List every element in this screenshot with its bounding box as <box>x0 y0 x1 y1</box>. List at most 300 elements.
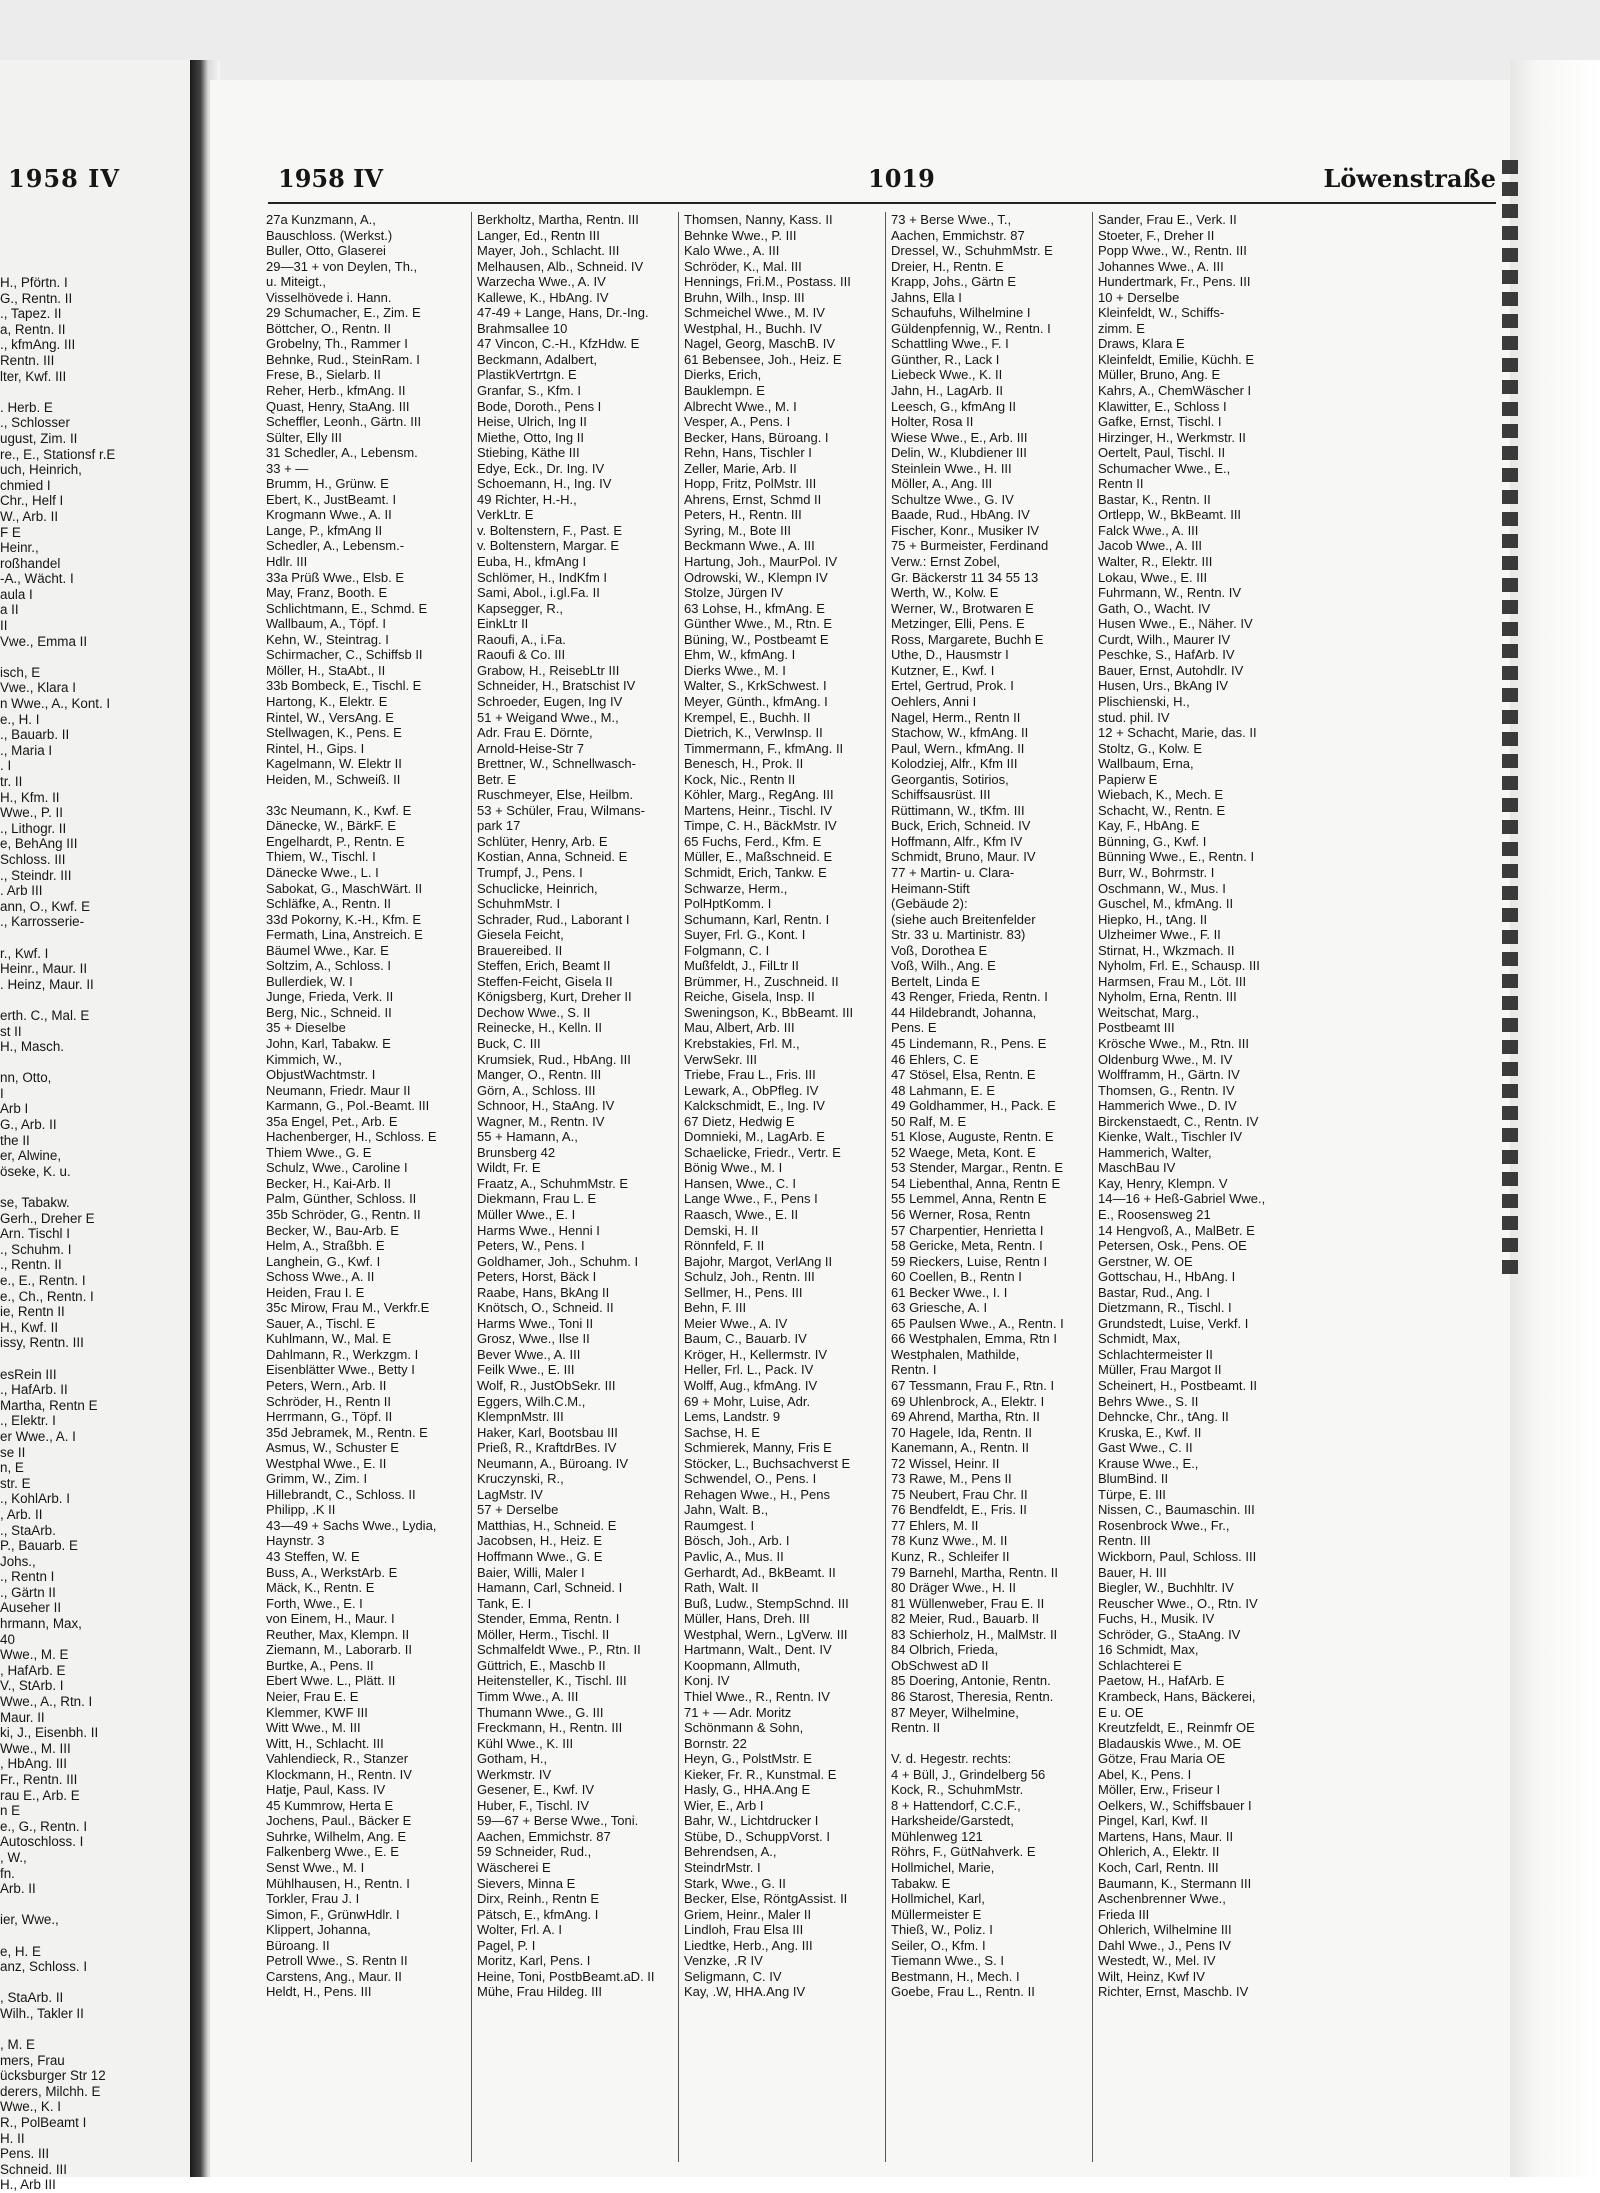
previous-page-line: nn, Otto, <box>0 1070 52 1086</box>
running-header <box>278 164 1496 200</box>
directory-entry-line: Reher, Herb., kfmAng. II <box>266 383 406 399</box>
directory-entry-line: Timm Wwe., A. III <box>477 1688 579 1704</box>
directory-entry-line: Oehlers, Anni I <box>891 693 977 709</box>
directory-entry-line: Seligmann, C. IV <box>684 1968 782 1984</box>
directory-entry-line: Curdt, Wilh., Maurer IV <box>1098 631 1231 647</box>
previous-page-line: e., E., Rentn. I <box>0 1273 86 1288</box>
directory-entry-line: Timpe, C. H., BäckMstr. IV <box>684 818 837 834</box>
directory-entry-line: KlempnMstr. III <box>477 1409 564 1425</box>
directory-entry-line: Warzecha Wwe., A. IV <box>477 274 606 290</box>
directory-entry-line: Miethe, Otto, Ing II <box>477 429 584 445</box>
directory-entry-line: Baier, Willi, Maler I <box>477 1564 585 1580</box>
directory-entry-line: VerkLtr. E <box>477 507 534 523</box>
directory-entry-line: Schlüter, Henry, Arb. E <box>477 833 608 849</box>
directory-entry-line: Gotham, H., <box>477 1751 548 1767</box>
directory-entry-line: Bösch, Joh., Arb. I <box>684 1533 790 1549</box>
directory-entry-line: Heller, Frl. L., Pack. IV <box>684 1362 814 1378</box>
directory-entry-line: Stiebing, Käthe III <box>477 445 580 461</box>
directory-entry-line: 29—31 + von Deylen, Th., <box>266 258 418 274</box>
directory-entry-line: 45 Kummrow, Herta E <box>266 1797 394 1813</box>
previous-page-line <box>0 1351 188 1367</box>
directory-entry-line: Sauer, A., Tischl. E <box>266 1315 376 1331</box>
directory-entry-line: 43 Renger, Frieda, Rentn. I <box>891 989 1048 1005</box>
directory-entry-line: Haynstr. 3 <box>266 1533 325 1549</box>
directory-entry-line: 72 Wissel, Heinr. II <box>891 1455 1000 1471</box>
directory-entry-line: Konj. IV <box>684 1673 730 1689</box>
directory-entry-line: Schaelicke, Friedr., Vertr. E <box>684 1144 841 1160</box>
directory-entry-line: Benesch, H., Prok. II <box>684 756 804 772</box>
directory-entry-line: Jahn, H., LagArb. II <box>891 383 1004 399</box>
directory-entry-line: Schmidt, Max, <box>1098 1331 1181 1347</box>
previous-page-line: . Heinz, Maur. II <box>0 976 94 992</box>
directory-entry-line: Asmus, W., Schuster E <box>266 1440 399 1456</box>
directory-entry-line: Freckmann, H., Rentn. III <box>477 1720 623 1736</box>
directory-entry-line: Heldt, H., Pens. III <box>266 1984 372 2000</box>
directory-entry-line: Schuclicke, Heinrich, <box>477 880 598 896</box>
previous-page-line: ., Steindr. III <box>0 867 72 883</box>
directory-entry-line: Schlachterei E <box>1098 1657 1182 1673</box>
directory-entry-line: Sabokat, G., MaschWärt. II <box>266 880 423 896</box>
directory-entry-line: Kleinfeldt, W., Schiffs- <box>1098 305 1225 321</box>
previous-page-line: H., Kwf. II <box>0 1319 59 1335</box>
directory-columns <box>264 212 1504 2162</box>
previous-page-line: uch, Heinrich, <box>0 462 82 478</box>
previous-page-line: Heinr., <box>0 540 39 556</box>
directory-entry-line: Dehncke, Chr., tAng. II <box>1098 1409 1229 1425</box>
directory-entry-line: Beckmann Wwe., A. III <box>684 538 815 554</box>
directory-entry-line: Petroll Wwe., S. Rentn II <box>266 1953 408 1969</box>
directory-entry-line: Schmalfeldt Wwe., P., Rtn. II <box>477 1642 641 1658</box>
previous-page-line: lter, Kwf. III <box>0 368 67 384</box>
directory-entry-line: Westphal, Wern., LgVerw. III <box>684 1626 848 1642</box>
directory-entry-line <box>891 1736 1091 1752</box>
directory-entry-line: 44 Hildebrandt, Johanna, <box>891 1004 1037 1020</box>
directory-entry-line: Harms Wwe., Henni I <box>477 1222 600 1238</box>
directory-entry-line: Oschmann, W., Mus. I <box>1098 880 1226 896</box>
directory-entry-line: Bauer, Ernst, Autohdlr. IV <box>1098 662 1244 678</box>
directory-entry-line: Güttrich, E., Maschb II <box>477 1657 606 1673</box>
directory-entry-line: Philipp, .K II <box>266 1502 336 1518</box>
directory-entry-line: May, Franz, Booth. E <box>266 585 388 601</box>
directory-entry-line: 12 + Schacht, Marie, das. II <box>1098 725 1257 741</box>
directory-entry-line: Soltzim, A., Schloss. I <box>266 958 391 974</box>
directory-entry-line: Güldenpfennig, W., Rentn. I <box>891 320 1051 336</box>
directory-entry-line: Oldenburg Wwe., M. IV <box>1098 1051 1233 1067</box>
directory-entry-line: 86 Starost, Theresia, Rentn. <box>891 1688 1054 1704</box>
directory-entry-line: Beckmann, Adalbert, <box>477 351 597 367</box>
directory-entry-line: Tiemann Wwe., S. I <box>891 1953 1004 1969</box>
directory-entry-line: 66 Westphalen, Emma, Rtn I <box>891 1331 1057 1347</box>
previous-page-line: issy, Rentn. III <box>0 1335 84 1351</box>
directory-entry-line: Huber, F., Tischl. IV <box>477 1797 589 1813</box>
directory-entry-line: Leesch, G., kfmAng II <box>891 398 1016 414</box>
previous-page-line <box>0 384 188 400</box>
directory-entry-line: Scheinert, H., Postbeamt. II <box>1098 1378 1257 1394</box>
directory-entry-line: Behnke Wwe., P. III <box>684 227 797 243</box>
directory-entry-line: Wolfframm, H., Gärtn. IV <box>1098 1067 1240 1083</box>
directory-entry-line: Bauklempn. E <box>684 383 765 399</box>
previous-page-line: erth. C., Mal. E <box>0 1007 90 1023</box>
previous-page-line: ie, Rentn II <box>0 1304 65 1320</box>
directory-entry-line: Wolff, Aug., kfmAng. IV <box>684 1378 818 1394</box>
directory-entry-line: (siehe auch Breitenfelder <box>891 911 1036 927</box>
directory-entry-line: Krösche Wwe., M., Rtn. III <box>1098 1035 1249 1051</box>
directory-entry-line: 47 Vincon, C.-H., KfzHdw. E <box>477 336 640 352</box>
directory-entry-line: Kunz, R., Schleifer II <box>891 1549 1010 1565</box>
column-5 <box>1092 212 1298 2162</box>
directory-entry-line: EinkLtr II <box>477 616 529 632</box>
directory-entry-line: Klippert, Johanna, <box>266 1922 371 1938</box>
directory-entry-line: 75 + Burmeister, Ferdinand <box>891 538 1049 554</box>
directory-entry-line: Westphal Wwe., E. II <box>266 1455 387 1471</box>
previous-page-line: P., Bauarb. E <box>0 1538 78 1554</box>
directory-entry-line: Dietrich, K., VerwInsp. II <box>684 725 823 741</box>
directory-entry-line: 53 + Schüler, Frau, Wilmans- <box>477 802 645 818</box>
previous-page-line: ., Maria I <box>0 742 53 758</box>
directory-entry-line: Biegler, W., Buchhltr. IV <box>1098 1580 1234 1596</box>
directory-entry-line: Griem, Heinr., Maler II <box>684 1906 812 1922</box>
previous-page-line: öseke, K. u. <box>0 1163 71 1179</box>
directory-entry-line: Brümmer, H., Zuschneid. II <box>684 973 839 989</box>
directory-entry-line: Rüttimann, W., tKfm. III <box>891 802 1025 818</box>
directory-entry-line: Gottschau, H., HbAng. I <box>1098 1269 1236 1285</box>
directory-entry-line: Götze, Frau Maria OE <box>1098 1751 1226 1767</box>
previous-page-line <box>0 649 188 665</box>
directory-entry-line: Raumgest. I <box>684 1517 755 1533</box>
directory-entry-line: Wagner, M., Rentn. IV <box>477 1113 605 1129</box>
directory-entry-line: Gerstner, W. OE <box>1098 1253 1193 1269</box>
directory-entry-line: Richter, Ernst, Maschb. IV <box>1098 1984 1249 2000</box>
directory-entry-line: 51 + Weigand Wwe., M., <box>477 709 619 725</box>
directory-entry-line: Kienke, Walt., Tischler IV <box>1098 1129 1243 1145</box>
directory-entry-line: Mußfeldt, J., FilLtr II <box>684 958 799 974</box>
directory-entry-line: Harmsen, Frau M., Löt. III <box>1098 973 1247 989</box>
directory-entry-line: Kock, Nic., Rentn II <box>684 771 796 787</box>
directory-entry-line: Berkholtz, Martha, Rentn. III <box>477 212 639 227</box>
directory-entry-line: Kröger, H., Kellermstr. IV <box>684 1346 828 1362</box>
directory-entry-line: Heine, Toni, PostbBeamt.aD. II <box>477 1968 655 1984</box>
directory-entry-line: Junge, Frieda, Verk. II <box>266 989 394 1005</box>
directory-entry-line: Palm, Günther, Schloss. II <box>266 1191 417 1207</box>
directory-entry-line: 65 Fuchs, Ferd., Kfm. E <box>684 833 822 849</box>
previous-page-line: ., KohlArb. I <box>0 1491 70 1507</box>
directory-entry-line: Liedtke, Herb., Ang. III <box>684 1937 813 1953</box>
column-1 <box>264 212 470 2162</box>
directory-entry-line: 75 Neubert, Frau Chr. II <box>891 1486 1028 1502</box>
directory-entry-line: Dietzmann, R., Tischl. I <box>1098 1300 1232 1316</box>
directory-entry-line: Hopp, Fritz, PolMstr. III <box>684 476 817 492</box>
directory-entry-line: Kimmich, W., <box>266 1051 342 1067</box>
directory-entry-line: Rentn. I <box>891 1362 937 1378</box>
directory-entry-line: Oelkers, W., Schiffsbauer I <box>1098 1797 1252 1813</box>
directory-entry-line: Wilt, Heinz, Kwf IV <box>1098 1968 1205 1984</box>
directory-entry-line: Gast Wwe., C. II <box>1098 1440 1193 1456</box>
directory-entry-line: Baum, C., Bauarb. IV <box>684 1331 807 1347</box>
directory-entry-line: Schröder, K., Mal. III <box>684 258 802 274</box>
directory-entry-line: Sievers, Minna E <box>477 1875 576 1891</box>
directory-entry-line: Metzinger, Elli, Pens. E <box>891 616 1025 632</box>
directory-entry-line: Kagelmann, W. Elektr II <box>266 756 402 772</box>
previous-page-line: ki, J., Eisenbh. II <box>0 1725 99 1741</box>
directory-entry-line: Neumann, Friedr. Maur II <box>266 1082 411 1098</box>
directory-entry-line: Baumann, K., Stermann III <box>1098 1875 1252 1891</box>
directory-entry-line: Lange Wwe., F., Pens I <box>684 1191 818 1207</box>
directory-entry-line: Johannes Wwe., A. III <box>1098 258 1224 274</box>
directory-entry-line: Schönmann & Sohn, <box>684 1720 804 1736</box>
directory-entry-line: Mau, Albert, Arb. III <box>684 1020 795 1036</box>
directory-entry-line: 43—49 + Sachs Wwe., Lydia, <box>266 1517 437 1533</box>
directory-entry-line: 47-49 + Lange, Hans, Dr.-Ing. <box>477 305 649 321</box>
directory-entry-line: Wallbaum, Erna, <box>1098 756 1194 772</box>
directory-entry-line: Koch, Carl, Rentn. III <box>1098 1859 1219 1875</box>
directory-entry-line: Bertelt, Linda E <box>891 973 980 989</box>
directory-entry-line: Wier, E., Arb I <box>684 1797 764 1813</box>
directory-entry-line: Str. 33 u. Martinistr. 83) <box>891 927 1026 943</box>
previous-page-line: , HbAng. III <box>0 1756 67 1772</box>
directory-entry-line: 16 Schmidt, Max, <box>1098 1642 1199 1658</box>
previous-page-line: Auseher II <box>0 1600 62 1616</box>
directory-entry-line: Westphalen, Mathilde, <box>891 1346 1020 1362</box>
directory-entry-line: Aschenbrenner Wwe., <box>1098 1891 1226 1907</box>
directory-entry-line: Fuchs, H., Musik. IV <box>1098 1611 1215 1627</box>
directory-entry-line: Kock, R., SchuhmMstr. <box>891 1782 1024 1798</box>
directory-entry-line: Wallbaum, A., Töpf. I <box>266 616 386 632</box>
directory-entry-line: Möller, Erw., Friseur I <box>1098 1782 1221 1798</box>
directory-entry-line: Rath, Walt. II <box>684 1580 759 1596</box>
directory-entry-line: Lindloh, Frau Elsa III <box>684 1922 804 1938</box>
directory-entry-line: Kieker, Fr. R., Kunstmal. E <box>684 1766 837 1782</box>
directory-entry-line: 63 Griesche, A. I <box>891 1300 988 1316</box>
previous-page-line: ., Lithogr. II <box>0 820 67 836</box>
directory-entry-line: 73 + Berse Wwe., T., <box>891 212 1012 227</box>
directory-entry-line: Visselhövede i. Hann. <box>266 289 392 305</box>
directory-entry-line: Sweningson, K., BbBeamt. III <box>684 1004 854 1020</box>
directory-entry-line: Hoffmann, Alfr., Kfm IV <box>891 833 1023 849</box>
previous-page-line: ., Elektr. I <box>0 1413 56 1429</box>
directory-entry-line: Behnke, Rud., SteinRam. I <box>266 351 420 367</box>
directory-entry-line: Brahmsallee 10 <box>477 320 568 336</box>
directory-entry-line: Harms Wwe., Toni II <box>477 1315 594 1331</box>
directory-entry-line: Rentn. II <box>891 1720 941 1736</box>
previous-page-line: Wwe., A., Rtn. I <box>0 1694 93 1710</box>
directory-entry-line: 35a Engel, Pet., Arb. E <box>266 1113 398 1129</box>
directory-entry-line: Kapsegger, R., <box>477 600 563 616</box>
directory-entry-line: Schattling Wwe., F. I <box>891 336 1009 352</box>
directory-entry-line: Hasly, G., HHA.Ang E <box>684 1782 811 1798</box>
directory-entry-line: zimm. E <box>1098 320 1145 336</box>
directory-entry-line: Peschke, S., HafArb. IV <box>1098 647 1235 663</box>
directory-entry-line: 58 Gericke, Meta, Rentn. I <box>891 1238 1043 1254</box>
directory-entry-line: Nagel, Herm., Rentn II <box>891 709 1021 725</box>
directory-entry-line: 43 Steffen, W. E <box>266 1549 360 1565</box>
directory-entry-line: Jacobsen, H., Heiz. E <box>477 1533 602 1549</box>
directory-entry-line: Hollmichel, Karl, <box>891 1891 985 1907</box>
directory-entry-line: Kanemann, A., Rentn. II <box>891 1440 1030 1456</box>
directory-entry-line: Nyholm, Erna, Rentn. III <box>1098 989 1237 1005</box>
directory-entry-line: Karmann, G., Pol.-Beamt. III <box>266 1098 430 1114</box>
previous-page-line: , StaArb. II <box>0 1990 64 2006</box>
directory-entry-line: Helm, A., Straßbh. E <box>266 1238 385 1254</box>
directory-entry-line: Schacht, W., Rentn. E <box>1098 802 1226 818</box>
previous-page-header: 1958 IV <box>8 164 120 193</box>
previous-page-line: st II <box>0 1023 22 1039</box>
directory-entry-line: Möller, Herm., Tischl. II <box>477 1626 610 1642</box>
previous-page-line: mers, Frau <box>0 2052 65 2068</box>
previous-page-line: ., Schuhm. I <box>0 1241 72 1257</box>
directory-entry-line: Jochens, Paul., Bäcker E <box>266 1813 412 1829</box>
directory-entry-line: Witt Wwe., M. III <box>266 1720 361 1736</box>
directory-entry-line: 59 Schneider, Rud., <box>477 1844 592 1860</box>
previous-page-line: derers, Milchh. E <box>0 2083 101 2099</box>
directory-entry-line: Schultze Wwe., G. IV <box>891 491 1014 507</box>
directory-entry-line: Bahr, W., Lichtdrucker I <box>684 1813 819 1829</box>
directory-entry-line: Husen, Urs., BkAng IV <box>1098 678 1229 694</box>
previous-page-line: G., Rentn. II <box>0 290 73 306</box>
previous-page-line: H., Arb III <box>0 2177 56 2193</box>
directory-entry-line: Hansen, Wwe., C. I <box>684 1175 796 1191</box>
directory-entry-line: Odrowski, W., Klempn IV <box>684 569 828 585</box>
directory-entry-line: Gr. Bäckerstr 11 34 55 13 <box>891 569 1039 585</box>
directory-entry-line: Schlachtermeister II <box>1098 1346 1213 1362</box>
directory-entry-line: BlumBind. II <box>1098 1471 1169 1487</box>
directory-entry-line: Holter, Rosa II <box>891 414 974 430</box>
directory-entry-line: Hartung, Joh., MaurPol. IV <box>684 554 838 570</box>
directory-entry-line: Wiese Wwe., E., Arb. III <box>891 429 1028 445</box>
column-4 <box>885 212 1091 2162</box>
directory-entry-line: Jahns, Ella I <box>891 289 962 305</box>
directory-entry-line: Buck, Erich, Schneid. IV <box>891 818 1031 834</box>
directory-entry-line: Reiche, Gisela, Insp. II <box>684 989 815 1005</box>
previous-page-line: re., E., Stationsf r.E <box>0 446 116 462</box>
directory-entry-line: Schumacher Wwe., E., <box>1098 460 1231 476</box>
directory-entry-line: Bornstr. 22 <box>684 1735 747 1751</box>
previous-page-line: hrmann, Max, <box>0 1616 82 1632</box>
directory-entry-line: Bruhn, Wilh., Insp. III <box>684 289 805 305</box>
directory-entry-line: Heise, Ulrich, Ing II <box>477 414 587 430</box>
previous-page-line: rau E., Arb. E <box>0 1787 80 1803</box>
directory-entry-line: Becker, H., Kai-Arb. II <box>266 1175 391 1191</box>
directory-entry-line: Sachse, H. E <box>684 1424 760 1440</box>
directory-entry-line: Müller, Bruno, Ang. E <box>1098 367 1221 383</box>
directory-entry-line: park 17 <box>477 818 521 834</box>
directory-entry-line: Stender, Emma, Rentn. I <box>477 1611 620 1627</box>
directory-entry-line: Dahl Wwe., J., Pens IV <box>1098 1937 1231 1953</box>
previous-page-line: e., G., Rentn. I <box>0 1818 88 1834</box>
previous-page-line: Schloss. III <box>0 851 66 867</box>
directory-entry-line: Schiffsausrüst. III <box>891 787 991 803</box>
directory-entry-line: Hillebrandt, C., Schloss. II <box>266 1486 416 1502</box>
previous-page-line: ugust, Zim. II <box>0 430 78 446</box>
directory-entry-line: Trumpf, J., Pens. I <box>477 864 583 880</box>
previous-page-line: ücksburger Str 12 <box>0 2068 106 2084</box>
previous-page-line: ., Rentn. II <box>0 1257 62 1273</box>
directory-entry-line: ObSchwest aD II <box>891 1657 989 1673</box>
directory-entry-line: Langhein, G., Kwf. I <box>266 1253 381 1269</box>
previous-page-line: H. II <box>0 2130 25 2146</box>
directory-entry-line: Rehagen Wwe., H., Pens <box>684 1486 830 1502</box>
directory-entry-line: Rönnfeld, F. II <box>684 1238 765 1254</box>
directory-entry-line: Melhausen, Alb., Schneid. IV <box>477 258 644 274</box>
directory-entry-line: Becker, Hans, Büroang. I <box>684 429 829 445</box>
directory-entry-line: 61 Becker Wwe., I. I <box>891 1284 1008 1300</box>
directory-entry-line: Bullerdiek, W. I <box>266 973 353 989</box>
previous-page-line: n Wwe., A., Kont. I <box>0 696 111 712</box>
previous-page-line: , M. E <box>0 2037 35 2053</box>
directory-entry-line: Fermath, Lina, Anstreich. E <box>266 927 423 943</box>
directory-entry-line: Lange, P., kfmAng II <box>266 522 383 538</box>
directory-entry-line: Bünning, G., Kwf. I <box>1098 833 1207 849</box>
directory-entry-line: 50 Ralf, M. E <box>891 1113 967 1129</box>
directory-entry-line: Giesela Feicht, <box>477 927 564 943</box>
previous-page-line: ., HafArb. II <box>0 1382 68 1398</box>
previous-page-line: ., Tapez. II <box>0 306 62 322</box>
directory-entry-line: Schlömer, H., IndKfm I <box>477 569 608 585</box>
previous-page-line: the II <box>0 1132 30 1148</box>
directory-entry-line: 45 Lindemann, R., Pens. E <box>891 1035 1047 1051</box>
directory-entry-line: Sander, Frau E., Verk. II <box>1098 212 1237 227</box>
previous-page-line: ., Bauarb. II <box>0 727 70 743</box>
directory-entry-line: 70 Hagele, Ida, Rentn. II <box>891 1424 1032 1440</box>
directory-entry-line: Heyn, G., PolstMstr. E <box>684 1751 812 1767</box>
directory-entry-line: Lokau, Wwe., E. III <box>1098 569 1208 585</box>
directory-entry-line: 87 Meyer, Wilhelmine, <box>891 1704 1019 1720</box>
directory-entry-line: Behrs Wwe., S. II <box>1098 1393 1199 1409</box>
directory-entry-line: Schmidt, Erich, Tankw. E <box>684 864 827 880</box>
directory-entry-line: Ehm, W., kfmAng. I <box>684 647 796 663</box>
directory-entry-line: Diekmann, Frau L. E <box>477 1191 597 1207</box>
directory-entry-line: Kay, .W, HHA.Ang IV <box>684 1984 806 2000</box>
directory-entry-line: Raoufi & Co. III <box>477 647 566 663</box>
directory-entry-line: Kay, Henry, Klempn. V <box>1098 1175 1228 1191</box>
directory-entry-line: 67 Tessmann, Frau F., Rtn. I <box>891 1378 1055 1394</box>
directory-entry-line: Bajohr, Margot, VerlAng II <box>684 1253 833 1269</box>
previous-page-line: ., Gärtn II <box>0 1584 56 1600</box>
previous-page-line: ., StaArb. <box>0 1522 56 1538</box>
previous-page-line: V., StArb. I <box>0 1678 64 1694</box>
header-rule <box>268 202 1496 204</box>
directory-entry-line: Stellwagen, K., Pens. E <box>266 725 402 741</box>
directory-entry-line: Stolze, Jürgen IV <box>684 585 783 601</box>
directory-entry-line: Stoeter, F., Dreher II <box>1098 227 1215 243</box>
directory-entry-line: Schröder, G., StaAng. IV <box>1098 1626 1241 1642</box>
directory-entry-line: Euba, H., kfmAng I <box>477 554 587 570</box>
directory-entry-line: Rintel, H., Gips. I <box>266 740 365 756</box>
directory-entry-line: Folgmann, C. I <box>684 942 770 958</box>
directory-entry-line: Bode, Doroth., Pens I <box>477 398 602 414</box>
directory-entry-line: Westphal, H., Buchh. IV <box>684 320 822 336</box>
previous-page-line: e, H. E <box>0 1943 41 1959</box>
directory-entry-line: VerwSekr. III <box>684 1051 757 1067</box>
directory-entry-line: 76 Bendfeldt, E., Fris. II <box>891 1502 1027 1518</box>
directory-entry-line: Mäck, K., Rentn. E <box>266 1580 375 1596</box>
directory-entry-line: Kolodziej, Alfr., Kfm III <box>891 756 1018 772</box>
directory-entry-line: Walter, S., KrkSchwest. I <box>684 678 827 694</box>
directory-entry-line: Betr. E <box>477 771 517 787</box>
directory-entry-line: 69 Ahrend, Martha, Rtn. II <box>891 1409 1040 1425</box>
directory-entry-line: Grimm, W., Zim. I <box>266 1471 368 1487</box>
directory-entry-line: Kruska, E., Kwf. II <box>1098 1424 1202 1440</box>
directory-entry-line: Schirmacher, C., Schiffsb II <box>266 647 423 663</box>
directory-entry-line: Ertel, Gertrud, Prok. I <box>891 678 1014 694</box>
directory-entry-line: 55 + Hamann, A., <box>477 1129 578 1145</box>
directory-entry-line: Gerhardt, Ad., BkBeamt. II <box>684 1564 836 1580</box>
directory-entry-line: Steinlein Wwe., H. III <box>891 460 1012 476</box>
directory-entry-line: Seiler, O., Kfm. I <box>891 1937 986 1953</box>
previous-page-line: Wwe., M. E <box>0 1647 69 1663</box>
directory-entry-line: 14—16 + Heß-Gabriel Wwe., <box>1098 1191 1266 1207</box>
directory-entry-line <box>266 787 470 803</box>
directory-entry-line: Nyholm, Frl. E., Schausp. III <box>1098 958 1260 974</box>
